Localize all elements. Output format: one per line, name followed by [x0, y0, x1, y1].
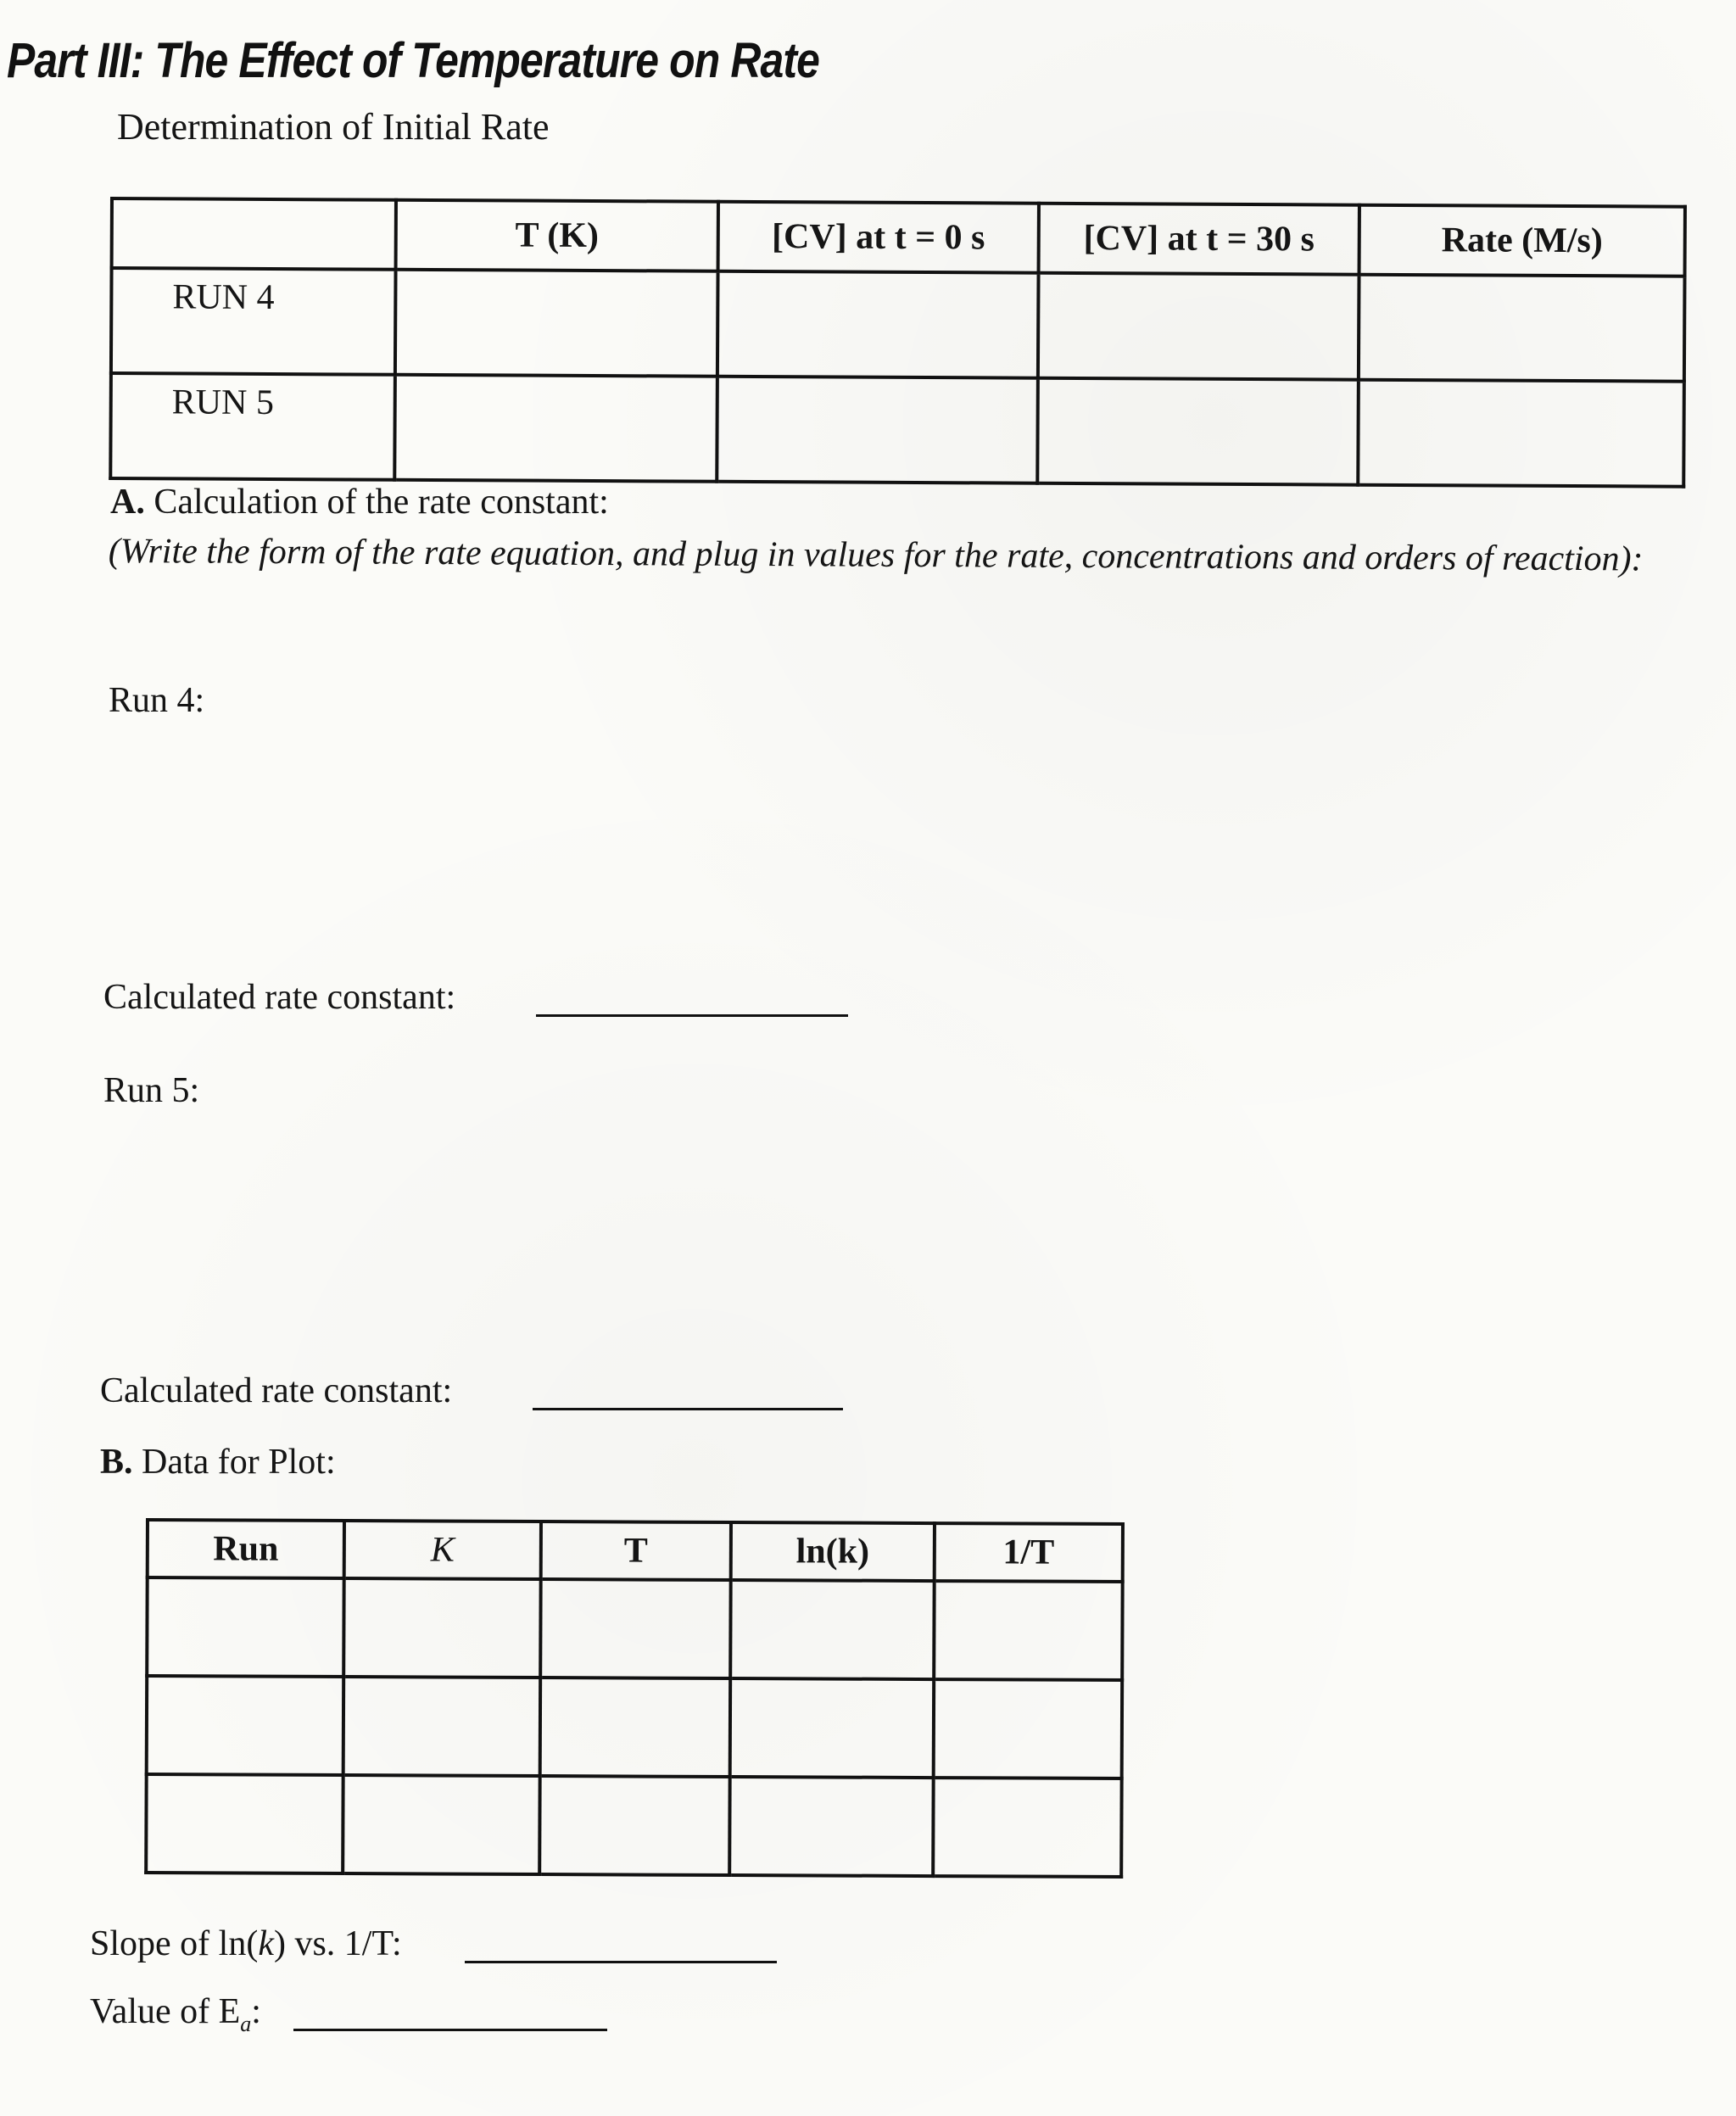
run4-label: Run 4: [109, 681, 205, 720]
ea-label-sub: a [240, 2012, 252, 2036]
temperature-cell[interactable] [394, 375, 717, 482]
table-row [111, 268, 1685, 382]
run-cell[interactable] [146, 1774, 343, 1873]
run-label: RUN 4 [111, 268, 396, 375]
table-row [147, 1676, 1122, 1778]
cv-t0-cell[interactable] [717, 377, 1038, 483]
initial-rate-table [109, 197, 1687, 489]
header-cell: 1/T [935, 1523, 1123, 1582]
section-title: Calculation of the rate constant: [154, 483, 609, 522]
section-b-heading [100, 1442, 336, 1482]
ea-label [90, 1991, 261, 2037]
run-label: RUN 5 [110, 373, 395, 480]
plot-data-table [144, 1518, 1125, 1879]
table-header-row [112, 198, 1685, 276]
run-cell[interactable] [147, 1676, 344, 1775]
section-letter: A. [110, 483, 145, 522]
temperature-cell[interactable] [395, 270, 718, 377]
section-title: Data for Plot: [142, 1443, 336, 1482]
header-cell: T [541, 1521, 731, 1580]
calc-rate-constant-label-run5: Calculated rate constant: [100, 1371, 453, 1410]
table-header-row [148, 1520, 1123, 1582]
slope-label-pre: Slope of ln( [90, 1924, 259, 1963]
slope-label-post: ) vs. 1/T: [273, 1924, 402, 1963]
rate-constant-blank-run5[interactable] [533, 1408, 843, 1410]
cv-t30-cell[interactable] [1037, 378, 1359, 485]
inverse-t-cell[interactable] [933, 1778, 1122, 1877]
section-letter: B. [100, 1443, 133, 1482]
t-cell[interactable] [540, 1579, 731, 1678]
cv-t0-cell[interactable] [717, 271, 1039, 378]
calc-rate-constant-label-run4: Calculated rate constant: [103, 978, 456, 1017]
header-cell: K [344, 1521, 541, 1579]
table-row [110, 373, 1684, 487]
rate-cell[interactable] [1359, 275, 1685, 382]
ea-label-post: : [251, 1992, 261, 2031]
header-cell: T (K) [396, 200, 718, 271]
rate-constant-blank-run4[interactable] [536, 1014, 848, 1017]
rate-cell[interactable] [1358, 380, 1684, 487]
header-cell [112, 198, 396, 270]
section-a-instructions: (Write the form of the rate equation, and plug in values for the rate, concentrations and orders of reaction): [108, 531, 1644, 579]
header-cell: Rate (M/s) [1359, 205, 1685, 276]
k-cell[interactable] [343, 1775, 540, 1874]
subtitle: Determination of Initial Rate [117, 106, 550, 148]
table-row [147, 1577, 1122, 1680]
run5-label: Run 5: [103, 1071, 200, 1110]
t-cell[interactable] [539, 1776, 730, 1875]
section-a-heading [110, 482, 609, 522]
lnk-cell[interactable] [729, 1777, 934, 1876]
ea-label-pre: Value of E [90, 1992, 241, 2031]
cv-t30-cell[interactable] [1038, 273, 1359, 380]
slope-blank[interactable] [465, 1961, 777, 1963]
lnk-cell[interactable] [730, 1580, 935, 1679]
part-title: Part III: The Effect of Temperature on Rate [7, 33, 820, 88]
run-cell[interactable] [147, 1577, 344, 1677]
lnk-cell[interactable] [730, 1678, 935, 1778]
table-row [146, 1774, 1121, 1877]
header-cell: [CV] at t = 0 s [718, 202, 1039, 273]
inverse-t-cell[interactable] [934, 1679, 1123, 1778]
slope-label-var: k [258, 1924, 274, 1963]
header-cell: ln(k) [731, 1522, 935, 1581]
header-cell: [CV] at t = 30 s [1039, 204, 1359, 275]
t-cell[interactable] [540, 1678, 731, 1777]
slope-label [90, 1923, 402, 1964]
header-cell: Run [148, 1520, 344, 1578]
inverse-t-cell[interactable] [934, 1581, 1123, 1680]
ea-blank[interactable] [293, 2029, 607, 2031]
k-cell[interactable] [343, 1578, 541, 1678]
k-cell[interactable] [343, 1677, 541, 1776]
